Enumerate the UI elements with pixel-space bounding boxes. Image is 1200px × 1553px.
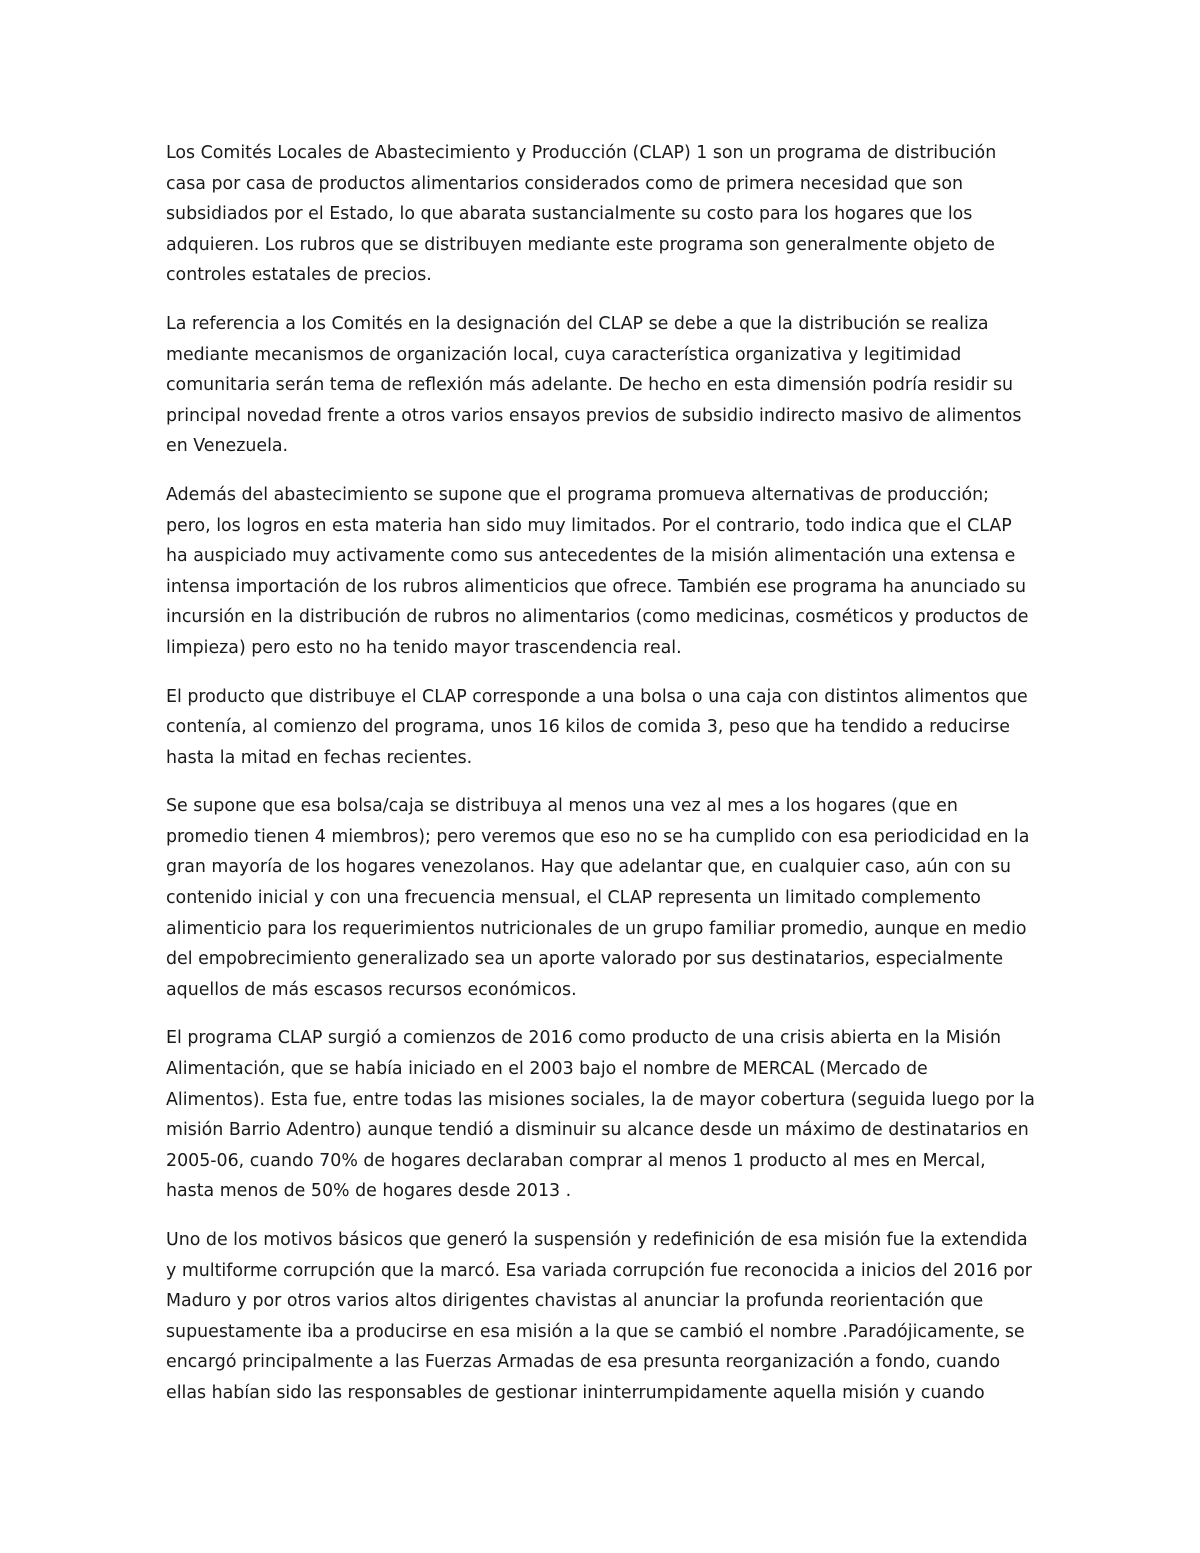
- text-line: Maduro y por otros varios altos dirigentes chavistas al anunciar la profunda reorientación que: [166, 1291, 984, 1312]
- text-line: intensa importación de los rubros alimenticios que ofrece. También ese programa ha anunciado su: [166, 576, 1027, 597]
- paragraph: [166, 682, 1046, 774]
- text-line: El producto que distribuye el CLAP corresponde a una bolsa o una caja con distintos alimentos que: [166, 686, 1028, 707]
- text-line: gran mayoría de los hogares venezolanos. Hay que adelantar que, en cualquier caso, aún con su: [166, 857, 1011, 878]
- text-line: Los Comités Locales de Abastecimiento y Producción (CLAP) 1 son un programa de distribución: [166, 143, 997, 163]
- text-line: del empobrecimiento generalizado sea un aporte valorado por sus destinatarios, especialmente: [166, 949, 1004, 970]
- text-line: Uno de los motivos básicos que generó la suspensión y redefinición de esa misión fue la extendida: [166, 1230, 1028, 1250]
- text-line: supuestamente iba a producirse en esa misión a la que se cambió el nombre .Paradójicamente, se: [166, 1321, 1025, 1342]
- text-line: incursión en la distribución de rubros no alimentarios (como medicinas, cosméticos y productos de: [166, 607, 1029, 628]
- text-line: aquellos de más escasos recursos económicos.: [166, 979, 577, 1000]
- text-line: El programa CLAP surgió a comienzos de 2016 como producto de una crisis abierta en la Misión: [166, 1028, 1002, 1049]
- text-line: y multiforme corrupción que la marcó. Esa variada corrupción fue reconocida a inicios del 2016 por: [166, 1260, 1032, 1281]
- text-line: encargó principalmente a las Fuerzas Armadas de esa presunta reorganización a fondo, cuando: [166, 1352, 1001, 1373]
- text-line: Además del abastecimiento se supone que el programa promueva alternativas de producción;: [166, 484, 990, 505]
- paragraph: [166, 138, 1046, 291]
- text-line: adquieren. Los rubros que se distribuyen mediante este programa son generalmente objeto de: [166, 234, 996, 255]
- text-line: pero, los logros en esta materia han sido muy limitados. Por el contrario, todo indica que el CLAP: [166, 515, 1012, 536]
- text-line: limpieza) pero esto no ha tenido mayor trascendencia real.: [166, 637, 682, 658]
- text-line: alimenticio para los requerimientos nutricionales de un grupo familiar promedio, aunque en medio: [166, 918, 1027, 939]
- text-line: subsidiados por el Estado, lo que abarata sustancialmente su costo para los hogares que los: [166, 204, 973, 225]
- text-line: ellas habían sido las responsables de gestionar ininterrumpidamente aquella misión y cuando: [166, 1382, 985, 1403]
- text-line: mediante mecanismos de organización local, cuya característica organizativa y legitimidad: [166, 344, 962, 365]
- paragraph: [166, 791, 1046, 1005]
- text-line: contenido inicial y con una frecuencia mensual, el CLAP representa un limitado complemento: [166, 888, 981, 909]
- text-line: Se supone que esa bolsa/caja se distribuya al menos una vez al mes a los hogares (que en: [166, 796, 958, 817]
- text-line: casa por casa de productos alimentarios considerados como de primera necesidad que son: [166, 173, 963, 194]
- paragraph: [166, 1225, 1046, 1409]
- text-line: controles estatales de precios.: [166, 265, 432, 286]
- text-line: comunitaria serán tema de reflexión más adelante. De hecho en esta dimensión podría residir su: [166, 375, 1014, 396]
- text-line: 2005-06, cuando 70% de hogares declaraban comprar al menos 1 producto al mes en Mercal,: [166, 1150, 986, 1171]
- text-line: contenía, al comienzo del programa, unos 16 kilos de comida 3, peso que ha tendido a reducirse: [166, 717, 1010, 738]
- document-body: [166, 138, 1046, 1427]
- text-line: promedio tienen 4 miembros); pero veremos que eso no se ha cumplido con esa periodicidad en la: [166, 826, 1030, 847]
- text-line: principal novedad frente a otros varios ensayos previos de subsidio indirecto masivo de alimentos: [166, 405, 1022, 426]
- paragraph: [166, 309, 1046, 462]
- text-line: ha auspiciado muy activamente como sus antecedentes de la misión alimentación una extensa e: [166, 546, 1016, 567]
- text-line: Alimentación, que se había iniciado en el 2003 bajo el nombre de MERCAL (Mercado de: [166, 1059, 928, 1080]
- paragraph: [166, 1023, 1046, 1207]
- text-line: hasta menos de 50% de hogares desde 2013 .: [166, 1181, 572, 1202]
- text-line: misión Barrio Adentro) aunque tendió a disminuir su alcance desde un máximo de destinatarios en: [166, 1120, 1029, 1141]
- text-line: La referencia a los Comités en la designación del CLAP se debe a que la distribución se realiza: [166, 313, 989, 334]
- text-line: hasta la mitad en fechas recientes.: [166, 747, 473, 768]
- paragraph: [166, 480, 1046, 664]
- text-line: en Venezuela.: [166, 436, 289, 457]
- text-line: Alimentos). Esta fue, entre todas las misiones sociales, la de mayor cobertura (seguida luego por la: [166, 1089, 1035, 1110]
